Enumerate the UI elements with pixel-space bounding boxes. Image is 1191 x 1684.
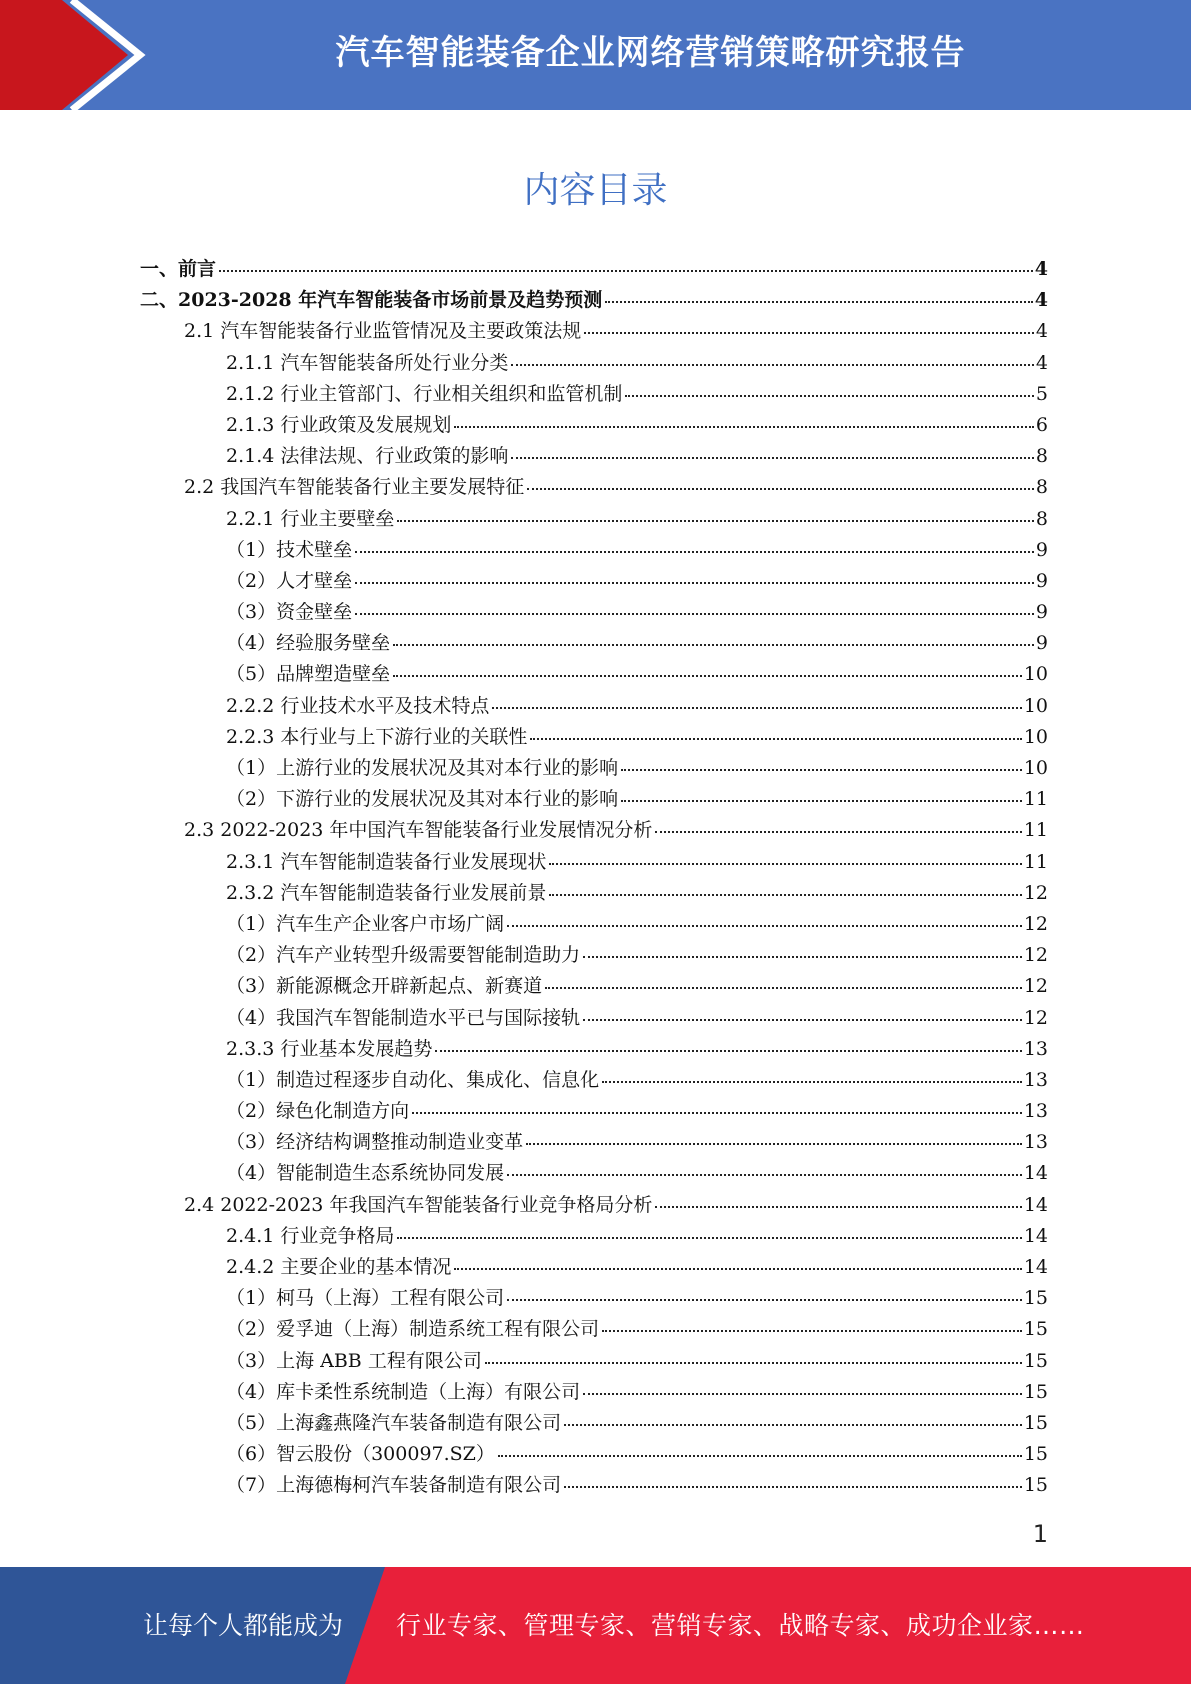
toc-entry-label: （2）下游行业的发展状况及其对本行业的影响 xyxy=(226,788,619,811)
toc-entry-page: 13 xyxy=(1023,1100,1048,1123)
toc-entry-label: （3）资金壁垒 xyxy=(226,601,353,624)
toc-dot-leader xyxy=(397,520,1034,522)
table-of-contents xyxy=(140,254,1048,1502)
toc-entry-label: 2.3 2022-2023 年中国汽车智能装备行业发展情况分析 xyxy=(184,819,653,842)
toc-entry[interactable] xyxy=(140,659,1048,690)
toc-entry-page: 12 xyxy=(1023,912,1048,935)
toc-entry[interactable] xyxy=(140,691,1048,722)
toc-dot-leader xyxy=(511,457,1034,459)
toc-entry-label: 2.2.1 行业主要壁垒 xyxy=(226,507,395,530)
toc-entry[interactable] xyxy=(140,1034,1048,1065)
toc-entry-page: 12 xyxy=(1023,944,1048,967)
toc-entry-page: 10 xyxy=(1023,757,1048,779)
toc-entry-page: 14 xyxy=(1023,1162,1048,1185)
page-number: 1 xyxy=(1032,1520,1048,1548)
toc-entry-label: 一、前言 xyxy=(140,258,217,280)
toc-dot-leader xyxy=(530,738,1021,740)
footer-slogan-right: 行业专家、管理专家、营销专家、战略专家、成功企业家…… xyxy=(396,1611,1085,1640)
toc-entry-page: 10 xyxy=(1023,663,1048,686)
toc-entry-label: （5）上海鑫燕隆汽车装备制造有限公司 xyxy=(226,1411,562,1434)
toc-dot-leader xyxy=(583,1393,1022,1395)
toc-entry-page: 6 xyxy=(1035,413,1048,436)
toc-entry[interactable] xyxy=(140,909,1048,940)
toc-dot-leader xyxy=(507,925,1022,927)
toc-dot-leader xyxy=(397,1237,1021,1239)
toc-entry-label: 2.4.1 行业竞争格局 xyxy=(226,1224,395,1247)
toc-entry-label: 2.2.2 行业技术水平及技术特点 xyxy=(226,694,490,717)
toc-entry[interactable] xyxy=(140,753,1048,784)
toc-entry-page: 5 xyxy=(1035,382,1048,405)
toc-entry[interactable] xyxy=(140,722,1048,753)
toc-dot-leader xyxy=(435,1050,1021,1052)
toc-entry-page: 4 xyxy=(1035,320,1048,343)
toc-dot-leader xyxy=(355,582,1034,584)
toc-dot-leader xyxy=(393,644,1034,646)
toc-entry-label: 2.1.2 行业主管部门、行业相关组织和监管机制 xyxy=(226,382,623,405)
toc-entry[interactable] xyxy=(140,847,1048,878)
toc-dot-leader xyxy=(621,800,1022,802)
toc-entry-label: （4）智能制造生态系统协同发展 xyxy=(226,1162,505,1185)
toc-entry-label: 2.3.3 行业基本发展趋势 xyxy=(226,1037,433,1060)
toc-entry[interactable] xyxy=(140,379,1048,410)
toc-dot-leader xyxy=(605,301,1033,303)
toc-entry-label: 2.3.2 汽车智能制造装备行业发展前景 xyxy=(226,881,547,904)
toc-entry-label: （1）技术壁垒 xyxy=(226,538,353,561)
report-title: 汽车智能装备企业网络营销策略研究报告 xyxy=(335,33,966,73)
toc-entry-label: 2.4 2022-2023 年我国汽车智能装备行业竞争格局分析 xyxy=(184,1193,653,1216)
toc-entry-page: 12 xyxy=(1023,975,1048,998)
toc-entry-page: 9 xyxy=(1035,569,1048,592)
toc-entry-page: 9 xyxy=(1035,601,1048,624)
toc-entry[interactable] xyxy=(140,1314,1048,1345)
toc-dot-leader xyxy=(602,1330,1022,1332)
toc-entry[interactable] xyxy=(140,285,1048,316)
toc-entry-label: （7）上海德梅柯汽车装备制造有限公司 xyxy=(226,1474,562,1497)
toc-entry-label: （2）人才壁垒 xyxy=(226,569,353,592)
toc-entry[interactable] xyxy=(140,410,1048,441)
page-header xyxy=(0,0,1191,110)
toc-entry-label: （2）绿色化制造方向 xyxy=(226,1100,410,1123)
toc-dot-leader xyxy=(655,831,1021,833)
toc-entry-page: 15 xyxy=(1023,1380,1048,1403)
toc-entry-page: 4 xyxy=(1034,289,1048,312)
toc-entry-page: 12 xyxy=(1023,1006,1048,1029)
toc-dot-leader xyxy=(584,332,1034,334)
toc-entry[interactable] xyxy=(140,566,1048,597)
toc-entry-label: （2）汽车产业转型升级需要智能制造助力 xyxy=(226,944,581,967)
toc-entry-label: 二、2023-2028 年汽车智能装备市场前景及趋势预测 xyxy=(140,289,603,312)
toc-entry-page: 10 xyxy=(1023,694,1048,717)
toc-dot-leader xyxy=(511,364,1034,366)
toc-dot-leader xyxy=(485,1362,1022,1364)
toc-dot-leader xyxy=(355,551,1034,553)
toc-entry-label: （6）智云股份（300097.SZ） xyxy=(226,1443,495,1466)
toc-entry-page: 13 xyxy=(1023,1037,1048,1060)
toc-entry[interactable] xyxy=(140,254,1048,285)
toc-entry[interactable] xyxy=(140,1346,1048,1377)
toc-entry-page: 14 xyxy=(1023,1256,1048,1278)
toc-entry-label: 2.1 汽车智能装备行业监管情况及主要政策法规 xyxy=(184,320,582,343)
toc-entry-label: 2.4.2 主要企业的基本情况 xyxy=(226,1256,452,1278)
toc-dot-leader xyxy=(412,1112,1022,1114)
toc-dot-leader xyxy=(507,1299,1022,1301)
toc-entry-page: 13 xyxy=(1023,1131,1048,1154)
toc-entry[interactable] xyxy=(140,1377,1048,1408)
toc-entry-label: （1）制造过程逐步自动化、集成化、信息化 xyxy=(226,1068,600,1091)
toc-entry-page: 11 xyxy=(1023,819,1048,842)
toc-entry-label: （2）爱孚迪（上海）制造系统工程有限公司 xyxy=(226,1318,600,1341)
toc-entry[interactable] xyxy=(140,1470,1048,1501)
toc-entry-label: （3）新能源概念开辟新起点、新赛道 xyxy=(226,975,543,998)
toc-entry[interactable] xyxy=(140,1096,1048,1127)
toc-dot-leader xyxy=(498,1455,1022,1457)
toc-entry[interactable] xyxy=(140,597,1048,628)
toc-dot-leader xyxy=(454,1268,1021,1270)
toc-entry-label: 2.1.1 汽车智能装备所处行业分类 xyxy=(226,351,509,374)
toc-entry[interactable] xyxy=(140,1439,1048,1470)
toc-entry[interactable] xyxy=(140,1127,1048,1158)
toc-dot-leader xyxy=(492,707,1021,709)
toc-entry[interactable] xyxy=(140,878,1048,909)
toc-entry[interactable] xyxy=(140,348,1048,379)
footer-slogan-left: 让每个人都能成为 xyxy=(143,1611,344,1640)
toc-dot-leader xyxy=(507,1174,1022,1176)
toc-entry-page: 15 xyxy=(1023,1411,1048,1434)
toc-entry-label: （3）经济结构调整推动制造业变革 xyxy=(226,1131,524,1154)
toc-entry[interactable] xyxy=(140,1283,1048,1314)
toc-entry-page: 10 xyxy=(1023,725,1048,748)
toc-entry[interactable] xyxy=(140,815,1048,846)
toc-entry[interactable] xyxy=(140,472,1048,503)
toc-dot-leader xyxy=(549,894,1021,896)
toc-entry[interactable] xyxy=(140,628,1048,659)
toc-entry[interactable] xyxy=(140,1408,1048,1439)
toc-entry-label: （1）柯马（上海）工程有限公司 xyxy=(226,1287,505,1310)
toc-dot-leader xyxy=(526,1143,1022,1145)
toc-dot-leader xyxy=(583,956,1022,958)
toc-entry-label: （1）上游行业的发展状况及其对本行业的影响 xyxy=(226,757,619,779)
toc-dot-leader xyxy=(219,270,1033,272)
toc-entry-page: 4 xyxy=(1034,258,1048,280)
toc-entry-label: 2.1.3 行业政策及发展规划 xyxy=(226,413,452,436)
toc-entry[interactable] xyxy=(140,971,1048,1002)
toc-entry[interactable] xyxy=(140,940,1048,971)
toc-entry-page: 15 xyxy=(1023,1287,1048,1310)
toc-entry-label: 2.3.1 汽车智能制造装备行业发展现状 xyxy=(226,850,547,873)
toc-entry-label: 2.1.4 法律法规、行业政策的影响 xyxy=(226,445,509,468)
toc-entry[interactable] xyxy=(140,316,1048,347)
arrow-chevron-icon xyxy=(0,0,160,110)
toc-dot-leader xyxy=(564,1486,1022,1488)
toc-entry[interactable] xyxy=(140,535,1048,566)
toc-entry[interactable] xyxy=(140,1003,1048,1034)
toc-entry-label: 2.2.3 本行业与上下游行业的关联性 xyxy=(226,725,528,748)
toc-heading: 内容目录 xyxy=(523,170,668,211)
toc-entry-page: 15 xyxy=(1023,1474,1048,1497)
toc-entry-page: 4 xyxy=(1035,351,1048,374)
toc-entry-page: 13 xyxy=(1023,1068,1048,1091)
toc-entry[interactable] xyxy=(140,1158,1048,1189)
toc-dot-leader xyxy=(393,675,1022,677)
page-footer xyxy=(0,1567,1191,1684)
toc-entry[interactable] xyxy=(140,441,1048,472)
toc-entry-page: 8 xyxy=(1035,445,1048,468)
toc-entry-page: 14 xyxy=(1023,1193,1048,1216)
toc-entry-label: （4）库卡柔性系统制造（上海）有限公司 xyxy=(226,1380,581,1403)
toc-entry-page: 9 xyxy=(1035,538,1048,561)
toc-entry-page: 15 xyxy=(1023,1349,1048,1372)
toc-entry[interactable] xyxy=(140,1190,1048,1221)
toc-entry-page: 11 xyxy=(1023,788,1048,811)
toc-dot-leader xyxy=(564,1424,1022,1426)
toc-entry-page: 15 xyxy=(1023,1318,1048,1341)
toc-entry-label: （4）我国汽车智能制造水平已与国际接轨 xyxy=(226,1006,581,1029)
toc-entry-label: （1）汽车生产企业客户市场广阔 xyxy=(226,912,505,935)
toc-dot-leader xyxy=(621,769,1022,771)
toc-dot-leader xyxy=(625,395,1034,397)
toc-entry[interactable] xyxy=(140,1065,1048,1096)
toc-dot-leader xyxy=(549,863,1021,865)
toc-dot-leader xyxy=(655,1206,1021,1208)
toc-dot-leader xyxy=(527,488,1034,490)
toc-dot-leader xyxy=(602,1081,1022,1083)
toc-dot-leader xyxy=(583,1019,1022,1021)
toc-entry[interactable] xyxy=(140,784,1048,815)
toc-entry-label: （4）经验服务壁垒 xyxy=(226,632,391,655)
toc-entry-label: （3）上海 ABB 工程有限公司 xyxy=(226,1349,482,1372)
toc-dot-leader xyxy=(355,613,1034,615)
toc-entry[interactable] xyxy=(140,1252,1048,1283)
toc-entry-page: 11 xyxy=(1023,850,1048,873)
toc-dot-leader xyxy=(545,987,1022,989)
toc-entry-page: 14 xyxy=(1023,1224,1048,1247)
toc-entry-page: 8 xyxy=(1035,507,1048,530)
toc-entry[interactable] xyxy=(140,1221,1048,1252)
toc-entry-page: 12 xyxy=(1023,881,1048,904)
toc-entry-label: （5）品牌塑造壁垒 xyxy=(226,663,391,686)
toc-entry-label: 2.2 我国汽车智能装备行业主要发展特征 xyxy=(184,476,525,499)
toc-dot-leader xyxy=(454,426,1034,428)
toc-entry[interactable] xyxy=(140,504,1048,535)
toc-entry-page: 8 xyxy=(1035,476,1048,499)
toc-entry-page: 9 xyxy=(1035,632,1048,655)
toc-entry-page: 15 xyxy=(1023,1443,1048,1466)
